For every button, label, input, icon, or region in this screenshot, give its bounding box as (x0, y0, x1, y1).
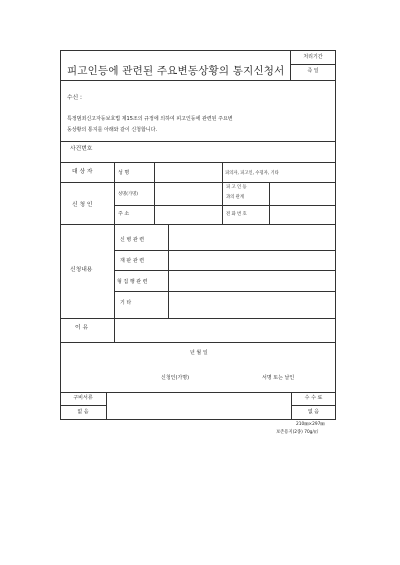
documents-value: 없 음 (77, 409, 89, 415)
case-row-top (60, 141, 336, 142)
request-label: 신청내용 (70, 267, 93, 273)
case-row-bottom (60, 162, 336, 163)
applicant-address-label: 주 소 (118, 211, 130, 217)
request-item-divider (168, 224, 169, 318)
date-line: 년 월 일 (190, 350, 208, 356)
case-number-label: 사건번호 (70, 146, 93, 152)
applicant-mid-line (114, 205, 336, 206)
documents-box-mid (60, 405, 106, 406)
reason-row-bottom (60, 342, 336, 343)
sign-or-seal-label: 서명 또는 날인 (262, 375, 295, 381)
form-frame (60, 50, 336, 420)
fee-label: 수 수 료 (304, 395, 323, 401)
label-column-divider (114, 162, 115, 318)
applicant-phone-label: 전 화 번 호 (226, 212, 247, 217)
period-box-divider (290, 64, 336, 65)
applicant-right-divider (222, 182, 223, 224)
relation-label-line-2: 과의 관계 (226, 195, 244, 200)
fee-value: 없 음 (307, 409, 320, 415)
fee-box-mid (291, 405, 336, 406)
applicant-value-divider (269, 182, 270, 224)
subject-type-note: 피의자, 피고인, 수형자, 기타 (225, 171, 279, 176)
applicant-signature-label: 신청인(가명) (161, 375, 190, 381)
header-bottom-line (60, 80, 336, 81)
request-item-other-label: 기 타 (120, 300, 132, 306)
subject-name-label: 성 명 (118, 170, 130, 176)
subject-label: 대 상 자 (72, 169, 93, 175)
signature-row-bottom (60, 392, 336, 393)
processing-period-label: 처리기간 (303, 54, 323, 60)
processing-period-value: 즉 일 (307, 68, 319, 74)
paper-size: 210㎜×297㎜ (296, 422, 325, 427)
subject-type-divider (222, 162, 223, 182)
request-line-3 (114, 291, 336, 292)
reason-label: 이 유 (75, 325, 89, 331)
request-row-bottom (60, 318, 336, 319)
request-line-1 (114, 250, 336, 251)
request-line-2 (114, 270, 336, 271)
documents-box-divider (106, 392, 107, 420)
subject-applicant-inner-divider (154, 162, 155, 224)
request-item-trial-label: 재 판 관 련 (120, 258, 145, 264)
applicant-row-bottom (60, 224, 336, 225)
relation-label-line-1: 피 고 인 등 (226, 185, 247, 190)
applicant-name-label: 성명(가명) (118, 192, 138, 197)
intro-line-1: 특정범죄신고자등보호법 제15조의 규정에 의하여 피고인등에 관련된 주요변 (67, 116, 233, 122)
subject-row-bottom (60, 182, 336, 183)
applicant-label: 신 청 인 (72, 202, 93, 208)
form-title: 피고인등에 관련된 주요변동상황의 통지신청서 (67, 65, 285, 77)
recipient-label: 수신 : (67, 95, 82, 101)
paper-spec: 보존용지(2종) 70g/㎡ (276, 430, 319, 435)
intro-line-2: 동상황의 통지를 아래와 같이 신청합니다. (67, 127, 158, 133)
documents-label: 구비서류 (73, 395, 93, 401)
reason-divider (114, 318, 115, 342)
request-item-custody-label: 신 병 관 련 (120, 237, 145, 243)
request-item-sentence-label: 형 집 행 관 련 (117, 279, 148, 285)
